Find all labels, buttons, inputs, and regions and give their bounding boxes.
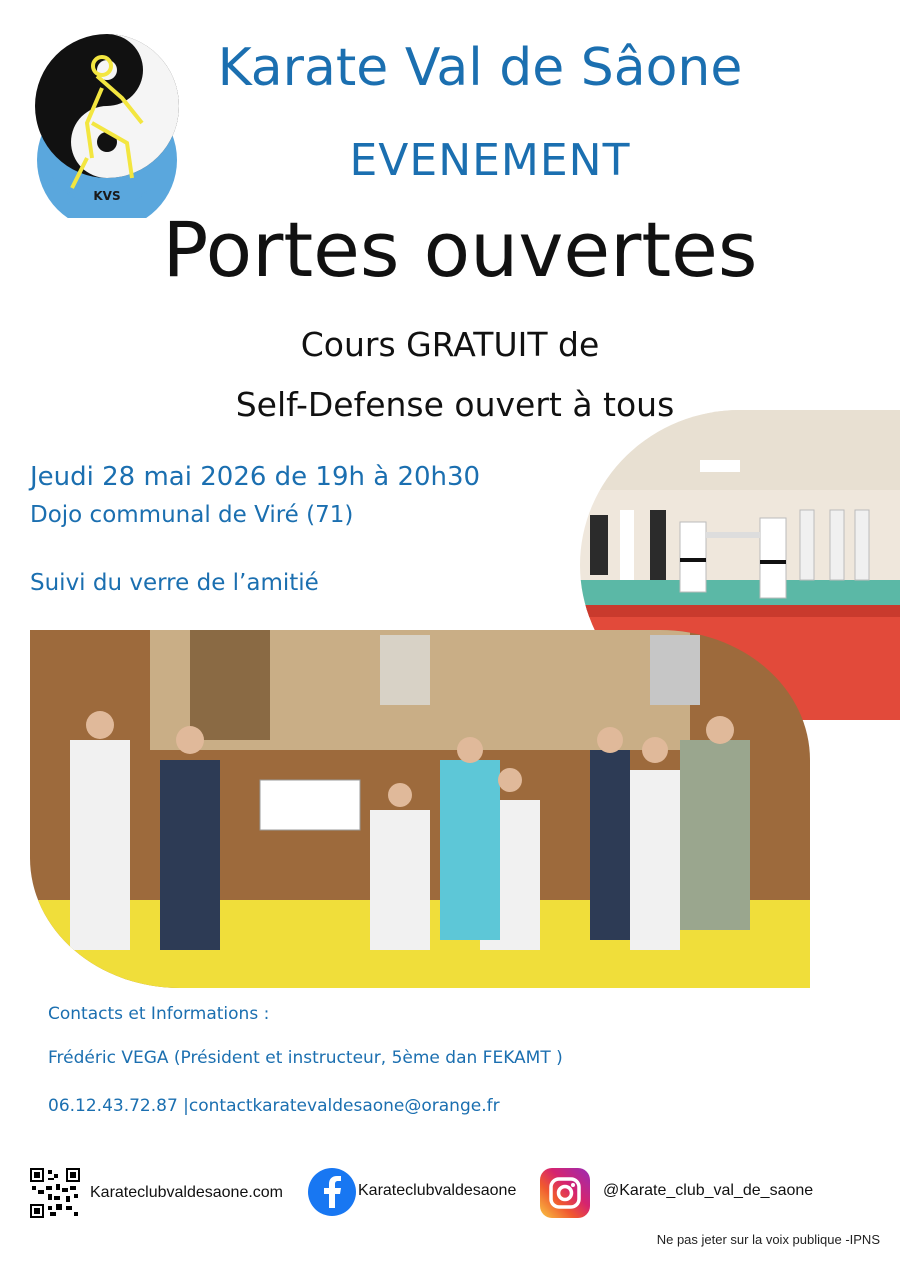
- footer: [0, 1168, 900, 1220]
- ipns-notice: Ne pas jeter sur la voix publique -IPNS: [656, 1232, 880, 1247]
- event-label: EVENEMENT: [349, 135, 631, 186]
- group-photo: [30, 630, 810, 988]
- event-after-note: Suivi du verre de l’amitié: [30, 570, 319, 596]
- contact-heading: Contacts et Informations :: [48, 1004, 270, 1024]
- contact-phone-email[interactable]: 06.12.43.72.87 |contactkaratevaldesaone@orange.fr: [48, 1096, 500, 1116]
- qr-code-icon[interactable]: [30, 1168, 80, 1218]
- facebook-link[interactable]: Karateclubvaldesaone: [358, 1182, 517, 1199]
- instagram-link[interactable]: @Karate_club_val_de_saone: [603, 1182, 814, 1199]
- event-date: Jeudi 28 mai 2026 de 19h à 20h30: [30, 462, 481, 492]
- page-title: Portes ouvertes: [162, 205, 758, 294]
- club-name: Karate Val de Sâone: [217, 38, 743, 98]
- logo-text: KVS: [93, 189, 121, 203]
- subtitle-line2: Self-Defense ouvert à tous: [235, 385, 675, 424]
- event-location: Dojo communal de Viré (71): [30, 502, 354, 528]
- contact-person: Frédéric VEGA (Président et instructeur, 5ème dan FEKAMT ): [48, 1048, 563, 1068]
- instagram-icon[interactable]: [540, 1168, 590, 1218]
- website-link[interactable]: Karateclubvaldesaone.com: [90, 1184, 284, 1201]
- subtitle-line1: Cours GRATUIT de: [300, 325, 600, 364]
- facebook-icon[interactable]: [308, 1168, 356, 1216]
